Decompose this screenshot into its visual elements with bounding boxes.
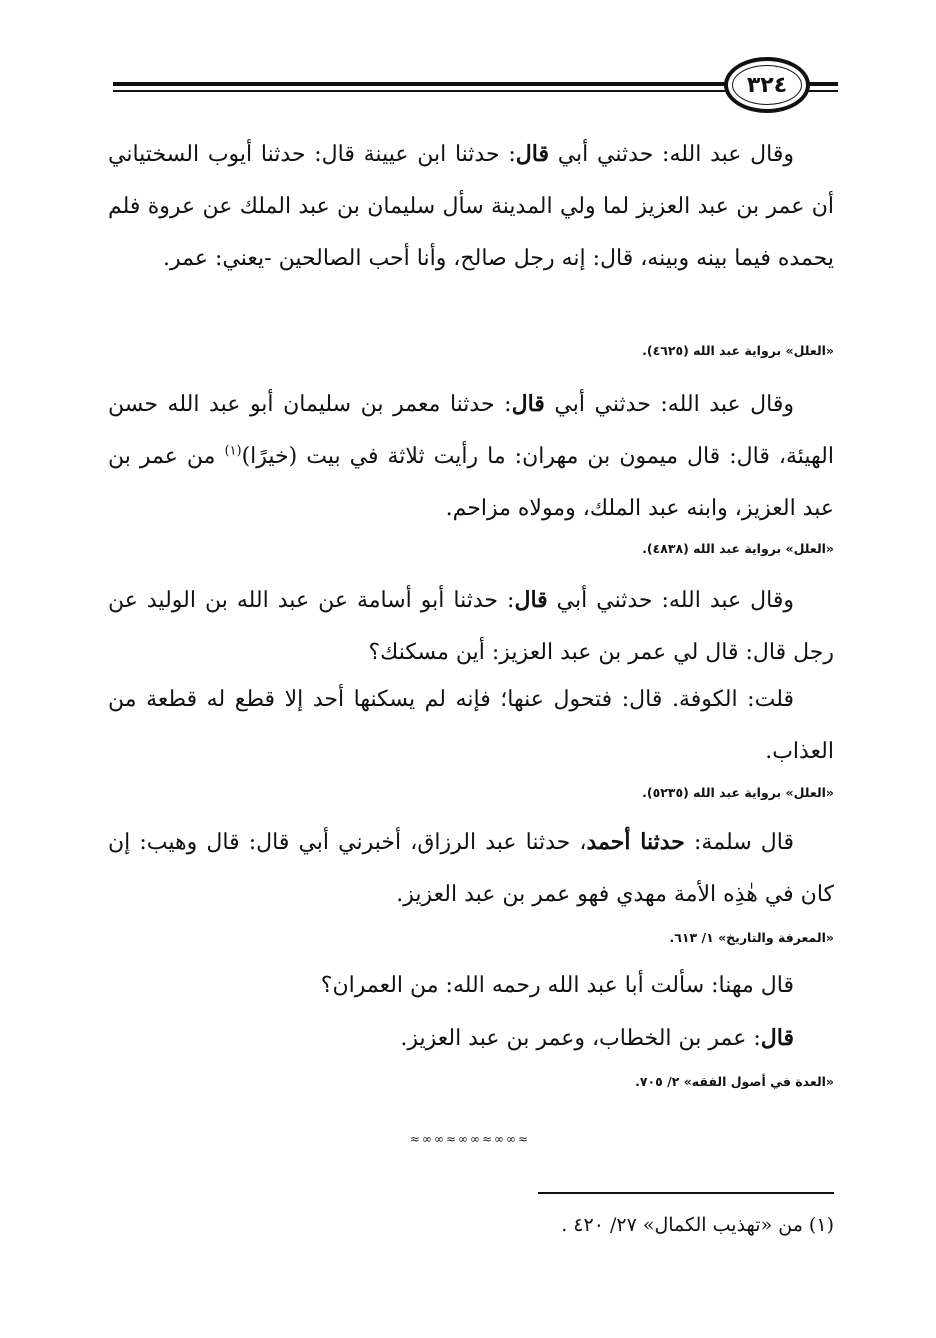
paragraph-5-text: قال مهنا: سألت أبا عبد الله رحمه الله: من العمران؟ (320, 973, 794, 998)
header-rule-right-thick (808, 82, 838, 86)
paragraph-2-text-bold: قال (511, 391, 545, 417)
paragraph-2-text-b: : حدثنا معمر بن سليمان أبو عبد الله حسن الهيئة، قال: قال ميمون بن مهران: ما رأيت ثلاثة في بيت (خيرًا) (108, 392, 834, 469)
paragraph-1-text-a: وقال عبد الله: حدثني أبي (548, 142, 795, 167)
paragraph-1-text-bold: قال (515, 141, 549, 167)
paragraph-4-text-a: قال سلمة: (684, 830, 794, 855)
paragraph-1-text-b: : حدثنا ابن عيينة قال: حدثنا أيوب السختياني أن عمر بن عبد العزيز لما ولي المدينة سأل سليمان بن عبد الملك عن عروة فلم يحمده فيما بينه وبينه، قال: إنه رجل صالح، وأنا أحب الصالحين -يعني: عمر. (108, 142, 834, 271)
page-number: ٣٢٤ (746, 72, 788, 98)
paragraph-1 (108, 128, 834, 285)
citation-2: «العلل» برواية عبد الله (٤٨٣٨). (642, 541, 834, 556)
paragraph-5b (108, 1012, 834, 1065)
paragraph-3b-text: قلت: الكوفة. قال: فتحول عنها؛ فإنه لم يسكنها أحد إلا قطع له قطعة من العذاب. (108, 687, 834, 764)
citation-3: «العلل» برواية عبد الله (٥٢٣٥). (642, 785, 834, 800)
paragraph-3-text-b: : حدثنا أبو أسامة عن عبد الله بن الوليد عن رجل قال: قال لي عمر بن عبد العزيز: أين مسكنك؟ (108, 588, 834, 665)
footnote-marker[interactable]: (١) (224, 443, 242, 459)
paragraph-5 (108, 960, 834, 1012)
paragraph-3-text-a: وقال عبد الله: حدثني أبي (547, 588, 794, 613)
paragraph-5b-text-bold: قال (760, 1025, 794, 1051)
section-ornament: ≈∞∞≈∞∞≈∞∞≈ (409, 1132, 531, 1146)
paragraph-3b (108, 674, 834, 778)
header-rule-thick (113, 82, 725, 86)
header-rule-right-thin (808, 90, 838, 92)
paragraph-3 (108, 574, 834, 679)
paragraph-2-text-a: وقال عبد الله: حدثني أبي (544, 392, 795, 417)
paragraph-2-text-c: من عمر بن عبد العزيز، وابنه عبد الملك، ومولاه مزاحم. (108, 444, 834, 521)
citation-5: «العدة في أصول الفقه» ٢/ ٧٠٥. (635, 1074, 834, 1089)
footnote-1: (١) من «تهذيب الكمال» ٢٧/ ٤٢٠ . (561, 1214, 834, 1236)
paragraph-5b-text: : عمر بن الخطاب، وعمر بن عبد العزيز. (400, 1026, 761, 1051)
citation-1: «العلل» برواية عبد الله (٤٦٢٥). (642, 343, 834, 358)
citation-4: «المعرفة والتاريخ» ١/ ٦١٣. (669, 930, 834, 945)
paragraph-4 (108, 816, 834, 921)
paragraph-4-text-bold: حدثنا أحمد (586, 829, 685, 855)
header-rule-thin (113, 90, 725, 92)
paragraph-4-text-b: ، حدثنا عبد الرزاق، أخبرني أبي قال: قال وهيب: إن كان في هٰذِه الأمة مهدي فهو عمر بن عبد العزيز. (108, 830, 834, 907)
paragraph-2 (108, 378, 834, 535)
footnote-rule (538, 1192, 834, 1194)
page-number-badge (724, 57, 810, 113)
paragraph-3-text-bold: قال (514, 587, 548, 613)
